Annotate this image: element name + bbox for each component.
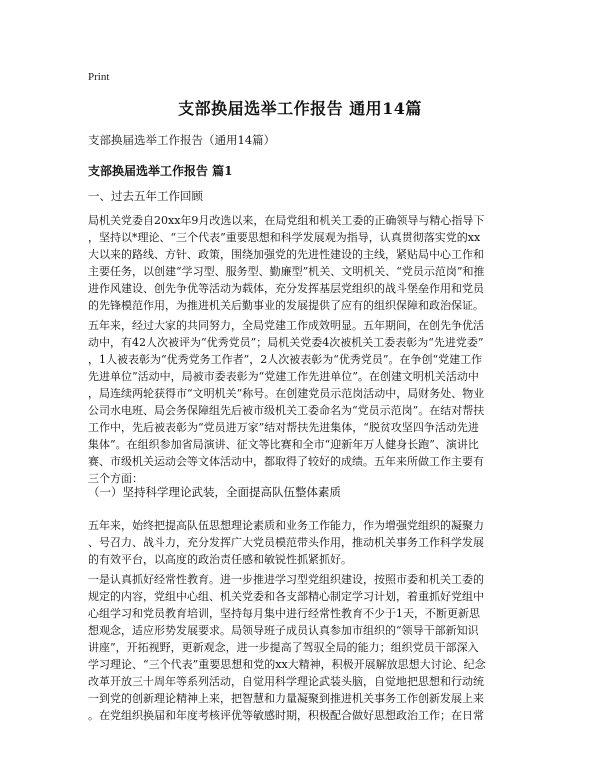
paragraph-line: 局机关党委自20xx年9月改选以来，在局党组和机关工委的正确领导与精心指导下	[88, 214, 485, 227]
paragraph-line: 先进单位”活动中，局被市委表彰为“党建工作先进单位”。在创建文明机关活动中	[88, 370, 479, 383]
paragraph-line: 大以来的路线、方针、政策，围绕加强党的先进性建设的主线，紧贴局中心工作和	[88, 248, 484, 261]
paragraph-3	[88, 517, 520, 568]
document-subtitle: 支部换届选举工作报告（通用14篇）	[88, 133, 276, 147]
paragraph-line: 五年来，始终把提高队伍思想理论素质和业务工作能力，作为增强党组织的凝聚力	[88, 519, 484, 532]
section-heading: 一、过去五年工作回顾	[88, 189, 203, 203]
paragraph-line: 工作中，先后被表彰为“党员进万家”结对帮扶先进集体，“脱贫攻坚四争活动先进	[88, 421, 479, 434]
paragraph-line: 一是认真抓好经常性教育。进一步推进学习型党组织建设，按照市委和机关工委的	[88, 573, 484, 586]
paragraph-line: ，1人被表彰为“优秀党务工作者”，2人次被表彰为“优秀党员”。在争创“党建工作	[88, 353, 483, 366]
paragraph-1	[88, 212, 520, 314]
paragraph-line: 的先锋模范作用，为推进机关后勤事业的发展提供了应有的组织保障和政治保证。	[88, 299, 484, 312]
document-title: 支部换届选举工作报告 通用14篇	[178, 99, 422, 118]
paragraph-4	[88, 571, 520, 724]
paragraph-line: ，局连续两轮获得市“文明机关”称号。在创建党员示范岗活动中，局财务处、物业	[88, 387, 485, 400]
article-heading: 支部换届选举工作报告 篇1	[88, 164, 233, 178]
paragraph-2	[88, 317, 520, 487]
paragraph-line: 、号召力、战斗力，充分发挥广大党员模范带头作用，推动机关事务工作科学发展	[88, 536, 484, 549]
paragraph-line: 一到党的创新理论精神上来，把智慧和力量凝聚到推进机关事务工作创新发展上来	[88, 692, 484, 705]
subsection-heading: （一）坚持科学理论武装，全面提高队伍整体素质	[88, 485, 341, 499]
paragraph-line: 想观念，适应形势发展要求。局领导班子成员认真参加市组织的“领导干部新知识	[88, 624, 479, 637]
paragraph-line: 动中，有42人次被评为“优秀党员”；局机关党委4次被机关工委表彰为“先进党委”	[88, 336, 484, 349]
paragraph-line: 讲座”，开拓视野，更新观念，进一步提高了驾驭全局的能力；组织党员干部深入	[88, 641, 479, 654]
paragraph-line: 主要任务，以创建“学习型、服务型、勤廉型”机关、文明机关、“党员示范岗”和推	[88, 265, 485, 278]
paragraph-line: ，坚持以*理论、“三个代表”重要思想和科学发展观为指导，认真贯彻落实党的xx	[88, 231, 481, 244]
paragraph-line: 进作风建设、创先争优等活动为载体，充分发挥基层党组织的战斗堡垒作用和党员	[88, 282, 484, 295]
paragraph-line: 集体”。在组织参加省局演讲、征文等比赛和全市“迎新年万人健身长跑”、演讲比	[88, 438, 479, 451]
paragraph-line: 三个方面：	[88, 472, 143, 485]
paragraph-line: 公司水电班、局会务保障组先后被市级机关工委命名为“党员示范岗”。在结对帮扶	[88, 404, 485, 417]
print-label[interactable]: Print	[88, 71, 110, 83]
paragraph-line: 规定的内容，党组中心组、机关党委和各支部精心制定学习计划，着重抓好党组中	[88, 590, 484, 603]
paragraph-line: 学习理论、“三个代表”重要思想和党的xx大精神，积极开展解放思想大讨论、纪念	[88, 658, 486, 671]
paragraph-line: 。在党组织换届和年度考核评优等敏感时期，积极配合做好思想政治工作；在日常	[88, 709, 484, 722]
paragraph-line: 改革开放三十周年等系列活动，自觉用科学理论武装头脑，自觉地把思想和行动统	[88, 675, 484, 688]
paragraph-line: 赛、市级机关运动会等文体活动中，都取得了较好的成绩。五年来所做工作主要有	[88, 455, 484, 468]
paragraph-line: 的有效平台，以高度的政治责任感和敏锐性抓紧抓好。	[88, 553, 352, 566]
paragraph-line: 心组学习和党员教育培训，坚持每月集中进行经常性教育不少于1天，不断更新思	[88, 607, 480, 620]
paragraph-line: 五年来，经过大家的共同努力，全局党建工作成效明显。五年期间，在创先争优活	[88, 319, 484, 332]
